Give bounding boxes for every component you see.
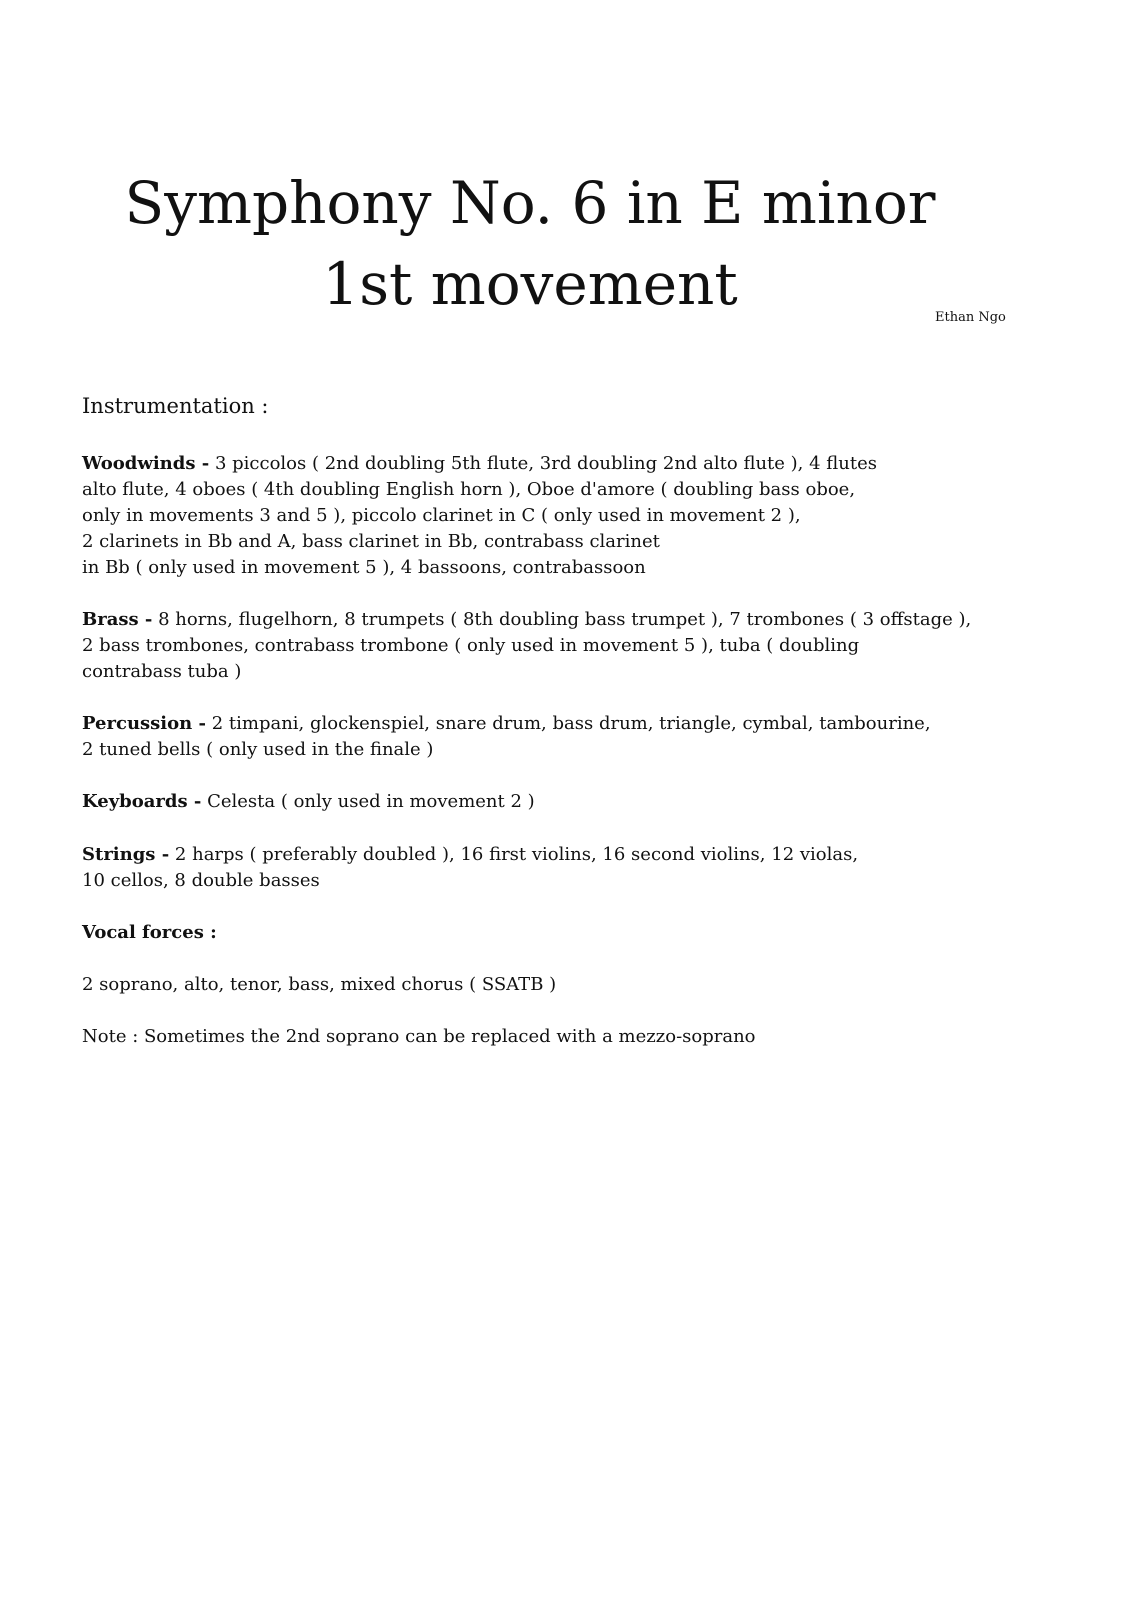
brass-line-1 bbox=[82, 607, 1092, 633]
instrumentation-heading: Instrumentation : bbox=[82, 394, 269, 418]
woodwinds-text-3: only in movements 3 and 5 ), piccolo clarinet in C ( only used in movement 2 ), bbox=[82, 505, 801, 526]
woodwinds-label: Woodwinds - bbox=[82, 453, 210, 474]
brass-text-3: contrabass tuba ) bbox=[82, 661, 242, 682]
strings-text-2: 10 cellos, 8 double basses bbox=[82, 870, 320, 891]
keyboards-label: Keyboards - bbox=[82, 791, 202, 812]
strings-text-1: 2 harps ( preferably doubled ), 16 first violins, 16 second violins, 12 violas, bbox=[174, 844, 859, 865]
percussion-section bbox=[82, 711, 1092, 763]
page-title-line-1: Symphony No. 6 in E minor bbox=[124, 169, 936, 237]
brass-section bbox=[82, 607, 1092, 685]
percussion-line-1 bbox=[82, 711, 1092, 737]
brass-text-1: 8 horns, flugelhorn, 8 trumpets ( 8th doubling bass trumpet ), 7 trombones ( 3 offstage ), bbox=[158, 609, 972, 630]
keyboards-text-1: Celesta ( only used in movement 2 ) bbox=[207, 791, 535, 812]
composer-name: Ethan Ngo bbox=[935, 310, 1006, 325]
brass-text-2: 2 bass trombones, contrabass trombone ( only used in movement 5 ), tuba ( doubling bbox=[82, 635, 860, 656]
vocal-forces-heading: Vocal forces : bbox=[82, 922, 217, 943]
woodwinds-text-2: alto flute, 4 oboes ( 4th doubling English horn ), Oboe d'amore ( doubling bass oboe, bbox=[82, 479, 856, 500]
brass-label: Brass - bbox=[82, 609, 153, 630]
woodwinds-text-5: in Bb ( only used in movement 5 ), 4 bassoons, contrabassoon bbox=[82, 557, 646, 578]
strings-section bbox=[82, 842, 1092, 894]
percussion-text-1: 2 timpani, glockenspiel, snare drum, bass drum, triangle, cymbal, tambourine, bbox=[211, 713, 931, 734]
keyboards-section bbox=[82, 789, 1092, 815]
keyboards-line-1 bbox=[82, 789, 1092, 815]
strings-line-1 bbox=[82, 842, 1092, 868]
woodwinds-line-1 bbox=[82, 451, 1092, 477]
note-text: Note : Sometimes the 2nd soprano can be replaced with a mezzo-soprano bbox=[82, 1026, 756, 1047]
note-block bbox=[82, 1024, 1092, 1050]
woodwinds-text-4: 2 clarinets in Bb and A, bass clarinet in Bb, contrabass clarinet bbox=[82, 531, 660, 552]
page-title-line-2: 1st movement bbox=[322, 250, 738, 318]
woodwinds-text-1: 3 piccolos ( 2nd doubling 5th flute, 3rd doubling 2nd alto flute ), 4 flutes bbox=[214, 453, 878, 474]
vocal-forces-block bbox=[82, 972, 1092, 998]
percussion-label: Percussion - bbox=[82, 713, 206, 734]
percussion-text-2: 2 tuned bells ( only used in the finale ) bbox=[82, 739, 434, 760]
strings-label: Strings - bbox=[82, 844, 170, 865]
vocal-forces-heading-block bbox=[82, 920, 1092, 946]
woodwinds-section bbox=[82, 451, 1092, 581]
vocal-forces-text: 2 soprano, alto, tenor, bass, mixed chorus ( SSATB ) bbox=[82, 974, 557, 995]
